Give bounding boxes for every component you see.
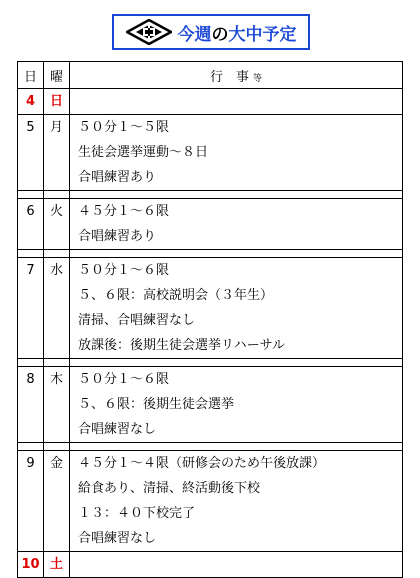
header-events bbox=[70, 62, 403, 89]
day-of-week bbox=[44, 552, 70, 578]
day-of-week bbox=[44, 115, 70, 191]
event-line: ５、６限：高校説明会（３年生） bbox=[78, 288, 274, 303]
day-of-week bbox=[44, 258, 70, 359]
date-text: 7 bbox=[26, 263, 35, 278]
day-of-week-text: 木 bbox=[49, 372, 63, 387]
page-title bbox=[178, 20, 297, 45]
header-date: 日 bbox=[18, 62, 44, 89]
date-text: 4 bbox=[25, 94, 36, 109]
header-events-label: 行 事 bbox=[209, 69, 249, 85]
day-date bbox=[18, 199, 44, 250]
event-line: 生徒会選挙運動～８日 bbox=[78, 145, 209, 160]
event-line: 給食あり、清掃、終活動後下校 bbox=[78, 481, 261, 496]
day-of-week bbox=[44, 199, 70, 250]
day-of-week bbox=[44, 451, 70, 552]
day-of-week-text: 火 bbox=[49, 204, 63, 219]
day-date bbox=[18, 552, 44, 578]
table-row bbox=[18, 115, 403, 191]
day-events bbox=[70, 367, 403, 443]
event-line: 放課後：後期生徒会選挙リハーサル bbox=[78, 338, 285, 353]
table-row bbox=[18, 367, 403, 443]
day-of-week-text: 水 bbox=[49, 263, 63, 278]
day-of-week-text: 月 bbox=[49, 120, 63, 135]
day-events bbox=[70, 115, 403, 191]
day-events bbox=[70, 199, 403, 250]
day-events bbox=[70, 258, 403, 359]
day-date bbox=[18, 367, 44, 443]
table-row bbox=[18, 451, 403, 552]
day-events bbox=[70, 552, 403, 578]
row-spacer bbox=[18, 359, 403, 367]
table-row bbox=[18, 199, 403, 250]
event-line-empty bbox=[70, 89, 402, 114]
day-date bbox=[18, 115, 44, 191]
day-of-week bbox=[44, 367, 70, 443]
schedule-table bbox=[17, 61, 403, 578]
day-date bbox=[18, 258, 44, 359]
event-line: ４５分１～６限 bbox=[78, 204, 170, 219]
event-line: ５０分１～６限 bbox=[78, 263, 170, 278]
event-line: 清掃、合唱練習なし bbox=[78, 313, 196, 328]
event-line: 合唱練習あり bbox=[78, 229, 157, 244]
date-text: 8 bbox=[26, 372, 35, 387]
event-line: ５０分１～６限 bbox=[78, 372, 170, 387]
schedule-body bbox=[18, 89, 403, 578]
day-of-week-text: 土 bbox=[49, 557, 63, 572]
day-of-week-text: 日 bbox=[49, 94, 63, 109]
table-header-row bbox=[18, 62, 403, 89]
day-of-week-text: 金 bbox=[49, 456, 63, 471]
date-text: 6 bbox=[26, 204, 35, 219]
school-emblem-icon bbox=[126, 19, 172, 45]
header-day-of-week: 曜 bbox=[44, 62, 70, 89]
title-this-week: 今週 bbox=[177, 24, 212, 45]
row-spacer bbox=[18, 443, 403, 451]
table-row bbox=[18, 258, 403, 359]
day-events bbox=[70, 451, 403, 552]
row-spacer bbox=[18, 250, 403, 258]
header-events-sub: 等 bbox=[253, 73, 263, 84]
event-line: ５０分１～５限 bbox=[78, 120, 170, 135]
row-spacer bbox=[18, 191, 403, 199]
day-events bbox=[70, 89, 403, 115]
day-of-week bbox=[44, 89, 70, 115]
day-date bbox=[18, 89, 44, 115]
event-line: 合唱練習なし bbox=[78, 422, 157, 437]
event-line: 合唱練習あり bbox=[78, 170, 157, 185]
title-banner bbox=[112, 14, 310, 50]
event-line: ５、６限：後期生徒会選挙 bbox=[78, 397, 235, 412]
event-line: ４５分１～４限（研修会のため午後放課） bbox=[78, 456, 326, 471]
table-row bbox=[18, 552, 403, 578]
event-line: 合唱練習なし bbox=[78, 531, 157, 546]
day-date bbox=[18, 451, 44, 552]
event-line: １３：４０下校完了 bbox=[78, 506, 196, 521]
table-row bbox=[18, 89, 403, 115]
title-particle: の bbox=[211, 24, 229, 45]
title-rest: 大中予定 bbox=[228, 24, 297, 45]
date-text: 9 bbox=[26, 456, 35, 471]
date-text: 10 bbox=[21, 557, 40, 572]
date-text: 5 bbox=[26, 120, 35, 135]
